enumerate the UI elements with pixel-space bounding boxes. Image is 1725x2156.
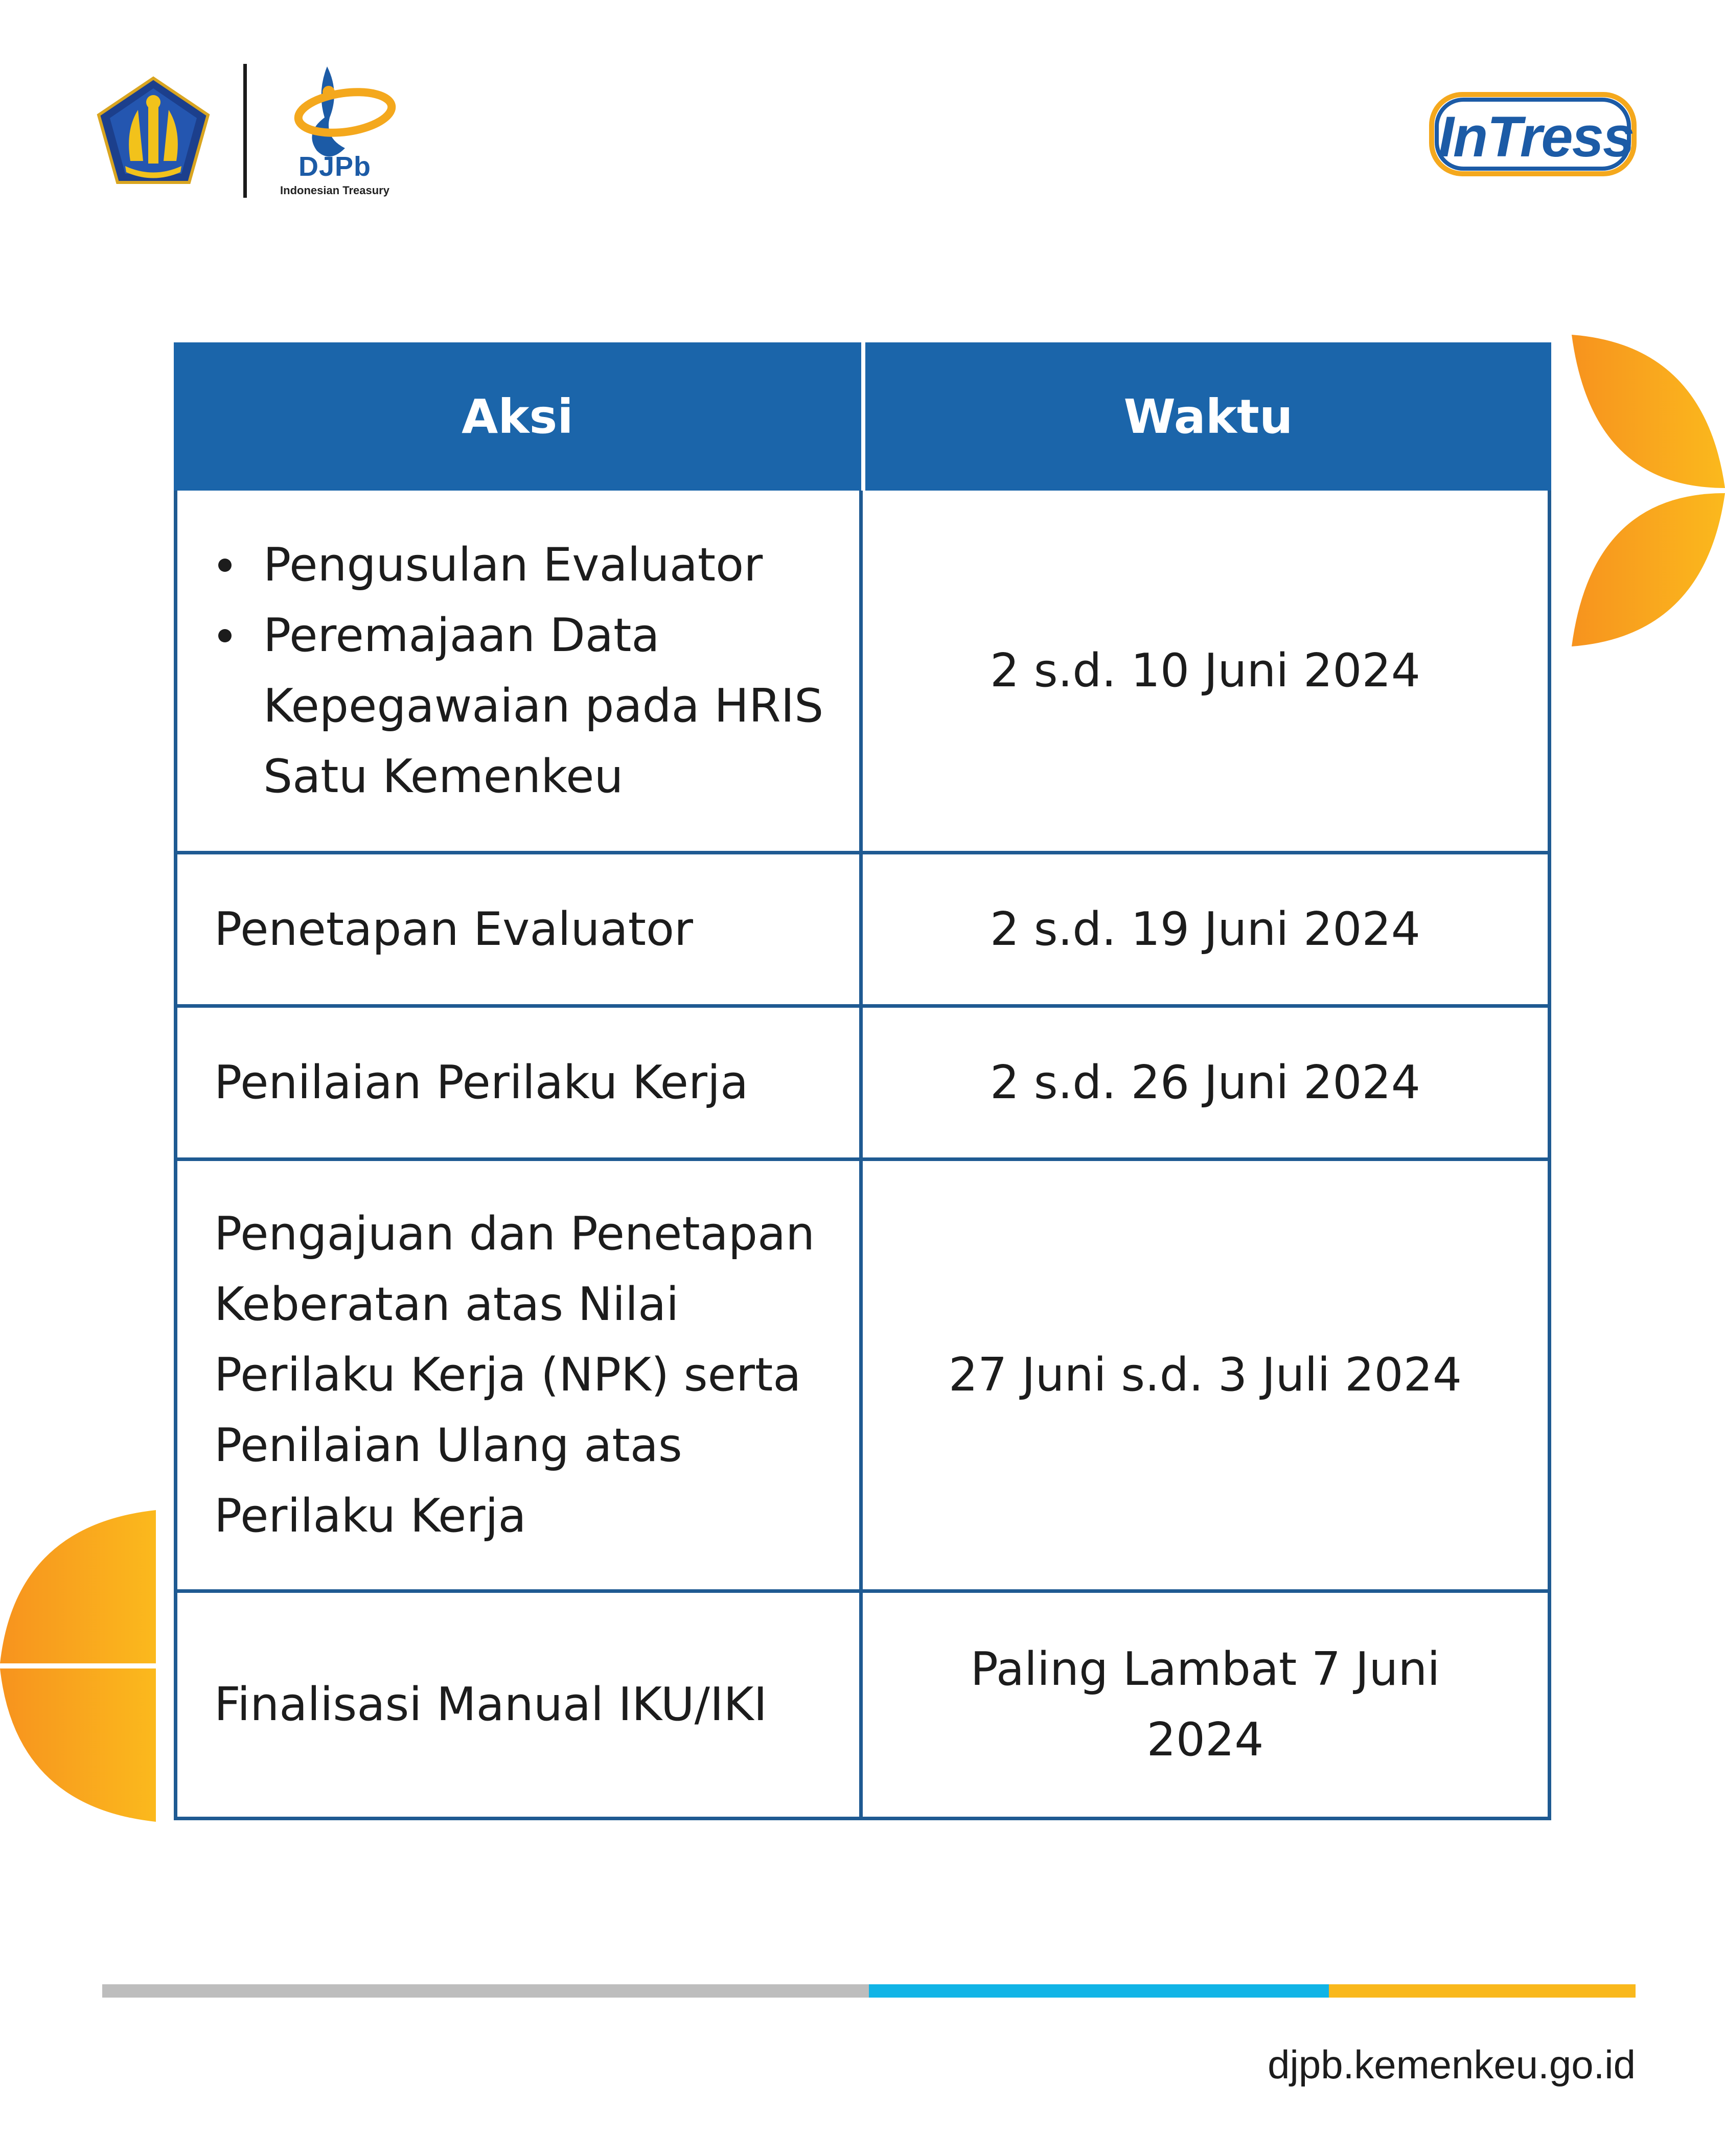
column-header-aksi: Aksi bbox=[174, 342, 861, 491]
aksi-bullet-list bbox=[177, 530, 844, 812]
waktu-cell: 2 s.d. 26 Juni 2024 bbox=[990, 1055, 1421, 1109]
table-row bbox=[177, 491, 1548, 851]
footer-url-link[interactable]: djpb.kemenkeu.go.id bbox=[1268, 2042, 1636, 2087]
table-header bbox=[174, 342, 1551, 491]
djpb-subtitle: Indonesian Treasury bbox=[280, 184, 389, 197]
aksi-cell: Penetapan Evaluator bbox=[177, 854, 863, 1004]
table-row bbox=[177, 1157, 1548, 1589]
table-row bbox=[177, 1589, 1548, 1817]
aksi-cell: Pengajuan dan Penetapan Keberatan atas Nilai Perilaku Kerja (NPK) serta Penilaian Ulang atas Perilaku Kerja bbox=[177, 1161, 863, 1589]
table-body bbox=[174, 491, 1551, 1820]
intress-wordmark: InTress bbox=[1438, 105, 1634, 169]
list-item: Peremajaan Data Kepegawaian pada HRIS Satu Kemenkeu bbox=[218, 600, 844, 812]
logo-divider bbox=[243, 64, 247, 198]
waktu-cell: 2 s.d. 10 Juni 2024 bbox=[990, 643, 1421, 698]
aksi-cell bbox=[177, 491, 863, 851]
footer-bar-blue bbox=[869, 1984, 1329, 1998]
footer-bar-yellow bbox=[1329, 1984, 1636, 1998]
waktu-cell: 2 s.d. 19 Juni 2024 bbox=[990, 902, 1421, 956]
table-row bbox=[177, 1004, 1548, 1157]
djpb-wordmark: DJPb bbox=[298, 151, 372, 182]
table-row bbox=[177, 851, 1548, 1004]
header-gap bbox=[861, 342, 865, 491]
waktu-cell: 27 Juni s.d. 3 Juli 2024 bbox=[948, 1348, 1462, 1402]
schedule-table bbox=[174, 342, 1551, 1820]
column-header-waktu: Waktu bbox=[865, 342, 1551, 491]
decorative-leaf-right-icon bbox=[1572, 335, 1725, 646]
footer-bar-gray bbox=[102, 1984, 869, 1998]
aksi-cell: Finalisasi Manual IKU/IKI bbox=[177, 1593, 863, 1817]
decorative-leaf-left-icon bbox=[0, 1510, 156, 1822]
kemenkeu-logo-icon bbox=[95, 74, 212, 187]
aksi-cell: Penilaian Perilaku Kerja bbox=[177, 1008, 863, 1157]
list-item: Pengusulan Evaluator bbox=[218, 530, 844, 600]
waktu-cell: Paling Lambat 7 Juni 2024 bbox=[970, 1642, 1440, 1767]
